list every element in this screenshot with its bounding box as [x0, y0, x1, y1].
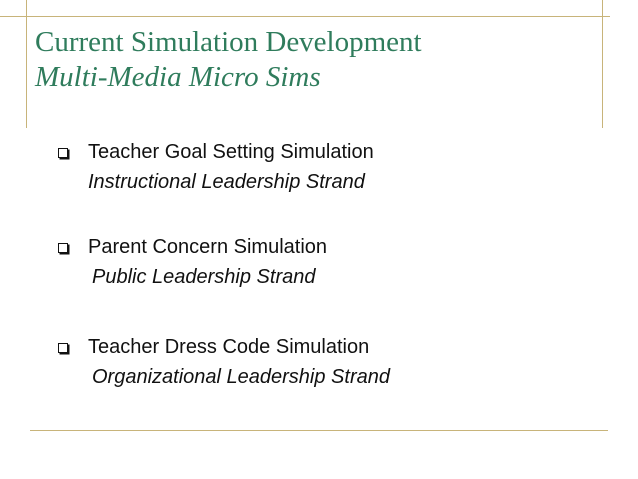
bullet-title: Teacher Goal Setting Simulation	[88, 141, 374, 163]
top-frame-line	[0, 16, 610, 17]
bullet-subtitle: Organizational Leadership Strand	[92, 366, 390, 388]
slide-title: Current Simulation Development	[35, 26, 422, 58]
bullet-title: Parent Concern Simulation	[88, 236, 328, 258]
bullet-subtitle: Public Leadership Strand	[92, 266, 316, 288]
bottom-frame-line	[30, 430, 608, 431]
checkbox-bullet-icon	[58, 148, 68, 158]
slide-subtitle: Multi-Media Micro Sims	[35, 61, 321, 93]
title-block	[35, 25, 615, 95]
bullet-title: Teacher Dress Code Simulation	[88, 336, 370, 358]
checkbox-bullet-icon	[58, 243, 68, 253]
checkbox-bullet-icon	[58, 343, 68, 353]
left-frame-line	[26, 0, 27, 128]
bullet-subtitle: Instructional Leadership Strand	[88, 171, 365, 193]
